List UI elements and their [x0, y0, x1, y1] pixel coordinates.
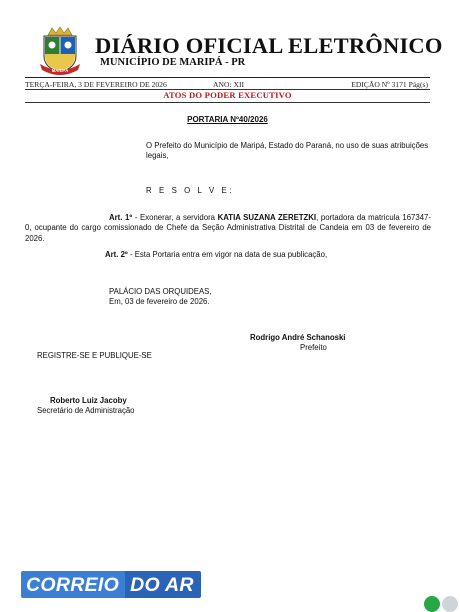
portaria-title: PORTARIA Nº40/2026	[187, 115, 268, 124]
article-2-label: Art. 2º	[105, 250, 128, 259]
section-title: ATOS DO PODER EXECUTIVO	[163, 90, 292, 100]
header-divider	[25, 102, 430, 103]
mayor-signature-role: Prefeito	[300, 343, 327, 352]
correio-do-ar-watermark	[21, 571, 201, 598]
article-1: Art. 1º - Exonerar, a servidora KATIA SUZANA ZERETZKI, portadora da matricula 167347-0, ocupante do cargo comissionado de Chefe da Seção Administrativa Distrital de Candeia em 03 de fevereiro de 2026.	[25, 213, 431, 243]
mayor-signature-name: Rodrigo André Schanoski	[250, 333, 346, 342]
watermark-part-1: CORREIO	[21, 571, 125, 598]
intro-paragraph: O Prefeito do Município de Maripá, Estado do Paraná, no uso de suas atribuições legais,	[146, 141, 429, 161]
municipality-subtitle: MUNICÍPIO DE MARIPÁ - PR	[100, 57, 246, 68]
edition-year: ANO: XII	[213, 80, 245, 89]
newspaper-title: DIÁRIO OFICIAL ELETRÔNICO	[95, 33, 443, 58]
registre-line: REGISTRE-SE E PUBLIQUE-SE	[37, 351, 152, 360]
edition-number: EDIÇÃO Nº 3171 Pág(s)	[351, 80, 428, 89]
employee-name: KATIA SUZANA ZERETZKI	[217, 213, 317, 222]
secretary-signature-name: Roberto Luiz Jacoby	[50, 396, 127, 405]
article-2: Art. 2º - Esta Portaria entra em vigor na data de sua publicação,	[105, 250, 328, 259]
date-line: Em, 03 de fevereiro de 2026.	[109, 297, 210, 306]
watermark-part-2: DO AR	[125, 571, 201, 598]
resolve-heading: R E S O L V E:	[146, 186, 235, 195]
svg-text:MARIPÁ: MARIPÁ	[51, 68, 69, 73]
place-line: PALÁCIO DAS ORQUIDEAS,	[109, 287, 212, 296]
edition-date: TERÇA-FEIRA, 3 DE FEVEREIRO DE 2026	[25, 80, 167, 89]
municipal-crest-icon	[38, 26, 82, 76]
article-1-label: Art. 1º	[109, 213, 133, 222]
share-icon[interactable]	[442, 596, 458, 612]
edition-info-bar	[25, 78, 430, 89]
secretary-signature-role: Secretário de Administração	[37, 406, 135, 415]
whatsapp-icon[interactable]	[424, 596, 440, 612]
